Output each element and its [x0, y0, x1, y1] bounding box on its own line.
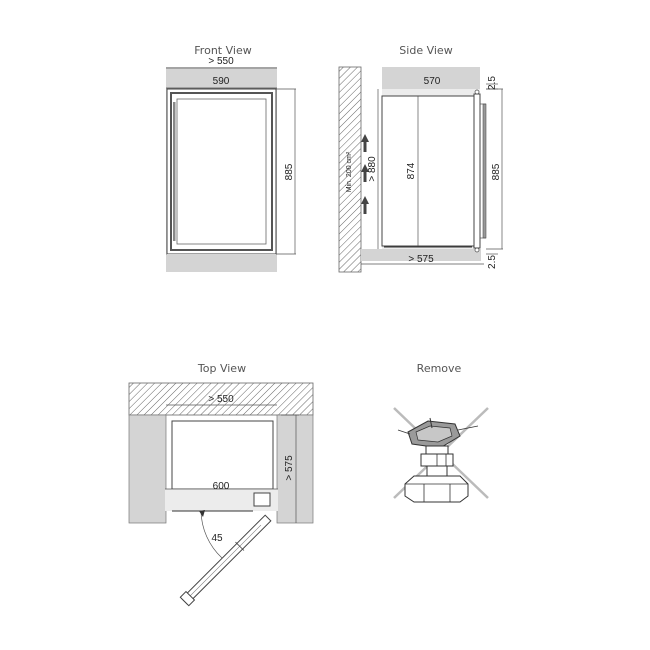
top-left-cabinet: [129, 415, 166, 523]
top-width-label: 600: [212, 481, 230, 492]
side-niche-height-label: > 880: [367, 156, 378, 182]
front-view-title: Front View: [194, 44, 252, 57]
side-view-title: Side View: [399, 44, 453, 57]
top-view: [129, 362, 313, 606]
top-hinge-block: [254, 493, 270, 506]
side-depth-label: 570: [423, 76, 441, 87]
side-view: [339, 44, 503, 272]
airflow-arrow-icon: [361, 196, 369, 214]
front-door-handle: [173, 102, 176, 241]
top-appliance-body: [172, 421, 273, 489]
front-niche-width-label: > 550: [208, 56, 234, 67]
front-plinth: [167, 254, 276, 272]
side-handle: [483, 104, 486, 238]
hinge-bottom-icon: [475, 248, 479, 252]
front-view: [166, 44, 296, 272]
top-niche-depth-label: > 575: [284, 455, 295, 481]
side-body-height-label: 874: [406, 162, 417, 180]
side-appliance-body: [382, 96, 474, 246]
top-right-cabinet: [277, 415, 313, 523]
hinge-top-icon: [475, 90, 479, 94]
remove-view: [394, 362, 488, 502]
arc-arrow-icon: [199, 510, 205, 517]
vent-area-label: Min. 200 cm²: [346, 151, 353, 193]
top-niche-width-label: > 550: [208, 394, 234, 405]
remove-view-title: Remove: [416, 362, 462, 375]
side-gap-top-label: 2.5: [487, 76, 498, 90]
front-width-label: 590: [212, 76, 230, 87]
front-door-glass: [177, 99, 266, 244]
leveling-foot: [405, 446, 468, 502]
side-height-label: 885: [491, 163, 502, 181]
side-gap-bottom-label: 2.5: [487, 255, 498, 269]
side-niche-depth-label: > 575: [408, 254, 434, 265]
top-view-title: Top View: [197, 362, 247, 375]
door-panel-midline: [190, 525, 261, 596]
airflow-arrow-icon: [361, 134, 369, 152]
side-door: [474, 94, 480, 248]
door-angle-label: 45: [211, 533, 223, 544]
front-height-label: 885: [284, 163, 295, 181]
top-open-door: [180, 514, 272, 606]
